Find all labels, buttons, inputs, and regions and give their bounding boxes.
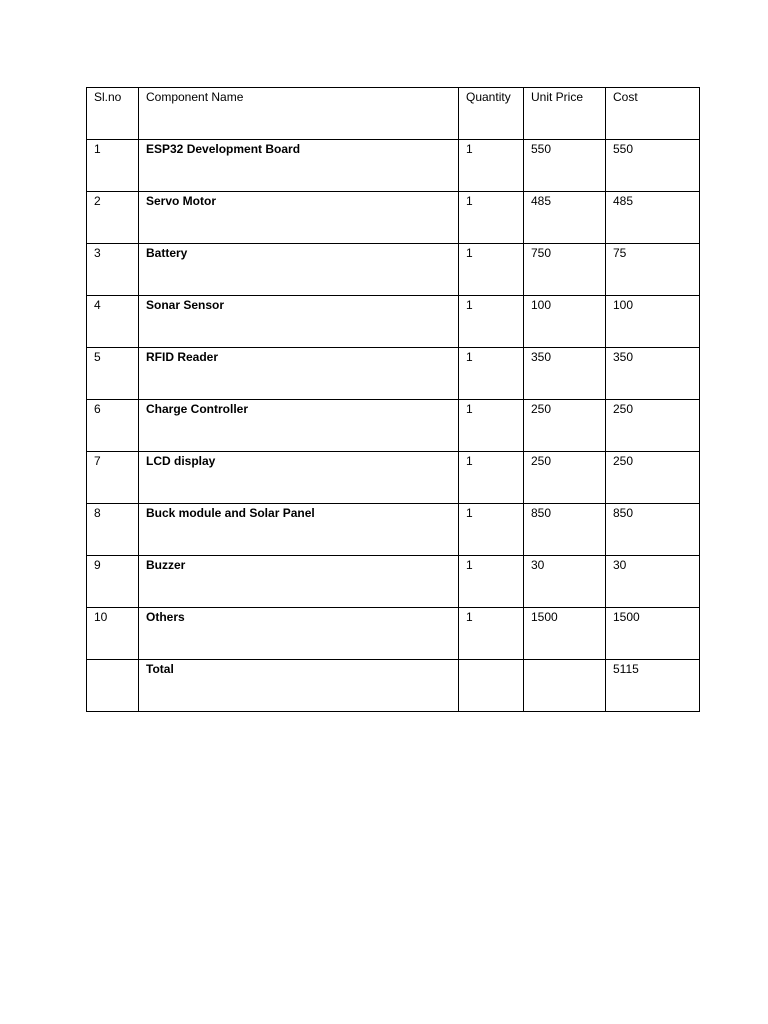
component-cost-table [86, 87, 700, 712]
cell-sl-no-empty [87, 660, 139, 712]
cell-unit-price: 100 [524, 296, 606, 348]
total-row [87, 660, 700, 712]
cell-sl-no: 8 [87, 504, 139, 556]
cell-unit-price: 250 [524, 400, 606, 452]
cell-component-name: Charge Controller [139, 400, 459, 452]
table-row [87, 608, 700, 660]
cell-unit-price: 550 [524, 140, 606, 192]
cell-unit-price: 1500 [524, 608, 606, 660]
cell-cost: 100 [606, 296, 700, 348]
cell-sl-no: 1 [87, 140, 139, 192]
cell-unit-price: 350 [524, 348, 606, 400]
cell-cost: 350 [606, 348, 700, 400]
cell-unit-price: 485 [524, 192, 606, 244]
table-row [87, 504, 700, 556]
cell-cost: 1500 [606, 608, 700, 660]
cell-unit-price: 850 [524, 504, 606, 556]
cell-cost: 485 [606, 192, 700, 244]
cell-component-name: Buzzer [139, 556, 459, 608]
cell-component-name: Buck module and Solar Panel [139, 504, 459, 556]
table-row [87, 140, 700, 192]
cell-cost: 30 [606, 556, 700, 608]
cell-component-name: Others [139, 608, 459, 660]
cell-cost: 550 [606, 140, 700, 192]
total-cost: 5115 [606, 660, 700, 712]
table-row [87, 556, 700, 608]
cell-component-name: Sonar Sensor [139, 296, 459, 348]
cell-quantity-empty [459, 660, 524, 712]
cell-quantity: 1 [459, 192, 524, 244]
cell-quantity: 1 [459, 504, 524, 556]
cell-sl-no: 3 [87, 244, 139, 296]
header-sl-no: Sl.no [87, 88, 139, 140]
cell-cost: 250 [606, 400, 700, 452]
cell-component-name: RFID Reader [139, 348, 459, 400]
cell-cost: 850 [606, 504, 700, 556]
cell-sl-no: 5 [87, 348, 139, 400]
cell-sl-no: 6 [87, 400, 139, 452]
cell-quantity: 1 [459, 608, 524, 660]
cell-quantity: 1 [459, 452, 524, 504]
header-unit-price: Unit Price [524, 88, 606, 140]
header-quantity: Quantity [459, 88, 524, 140]
cell-component-name: Battery [139, 244, 459, 296]
cell-cost: 75 [606, 244, 700, 296]
cell-component-name: Servo Motor [139, 192, 459, 244]
table-row [87, 192, 700, 244]
cell-component-name: ESP32 Development Board [139, 140, 459, 192]
cell-quantity: 1 [459, 348, 524, 400]
cell-sl-no: 4 [87, 296, 139, 348]
cell-unit-price: 30 [524, 556, 606, 608]
table-row [87, 348, 700, 400]
cell-sl-no: 10 [87, 608, 139, 660]
header-cost: Cost [606, 88, 700, 140]
cell-quantity: 1 [459, 296, 524, 348]
table-row [87, 452, 700, 504]
cell-unit-price: 250 [524, 452, 606, 504]
cell-quantity: 1 [459, 244, 524, 296]
cell-component-name: LCD display [139, 452, 459, 504]
cell-sl-no: 9 [87, 556, 139, 608]
table-row [87, 400, 700, 452]
cell-quantity: 1 [459, 400, 524, 452]
cell-quantity: 1 [459, 140, 524, 192]
table-row [87, 296, 700, 348]
cell-cost: 250 [606, 452, 700, 504]
total-label: Total [139, 660, 459, 712]
cell-unit-price-empty [524, 660, 606, 712]
table-header-row [87, 88, 700, 140]
cell-sl-no: 2 [87, 192, 139, 244]
cell-sl-no: 7 [87, 452, 139, 504]
table-row [87, 244, 700, 296]
cell-quantity: 1 [459, 556, 524, 608]
header-component-name: Component Name [139, 88, 459, 140]
cell-unit-price: 750 [524, 244, 606, 296]
